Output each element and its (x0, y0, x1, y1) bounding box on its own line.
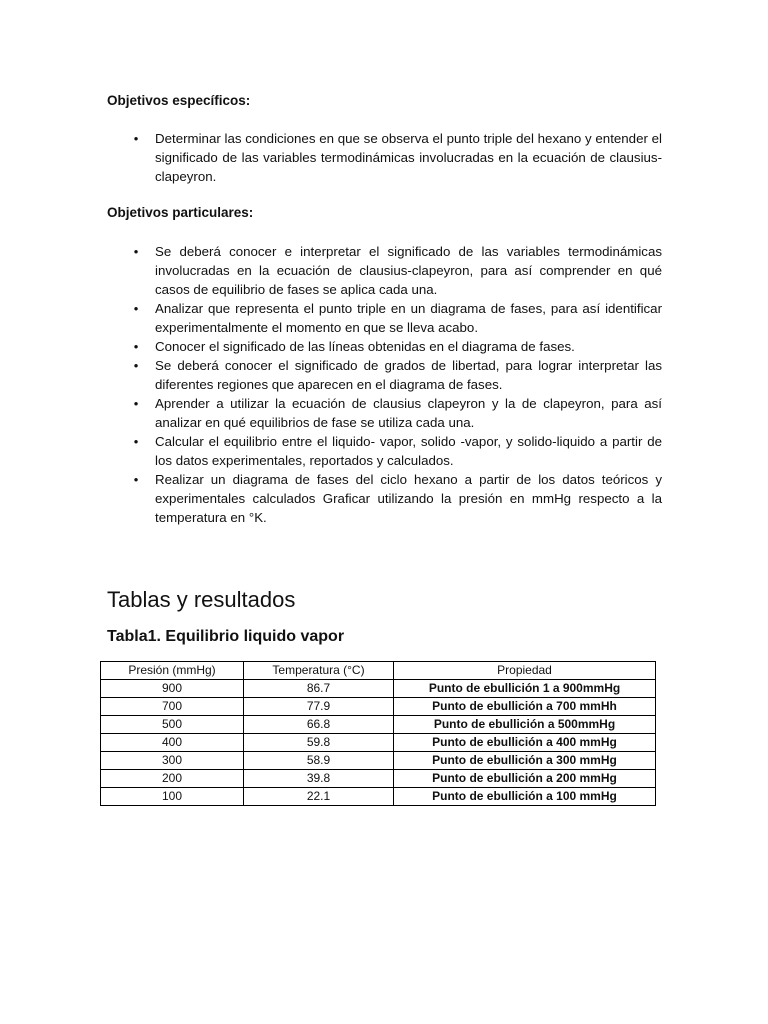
header-presion: Presión (mmHg) (101, 662, 244, 680)
header-propiedad: Propiedad (394, 662, 656, 680)
bullet-icon: • (133, 358, 139, 373)
table-row (101, 680, 656, 698)
cell-propiedad: Punto de ebullición a 100 mmHg (394, 788, 656, 806)
list-item (130, 470, 662, 527)
bullet-icon: • (133, 339, 139, 354)
cell-presion: 200 (101, 770, 244, 788)
list-item (130, 356, 662, 394)
bullet-icon: • (133, 434, 139, 449)
list-item-text: Analizar que representa el punto triple en un diagrama de fases, para así identificar experimentalmente el momento en que se lleva acabo. (155, 301, 662, 335)
list-item (130, 394, 662, 432)
cell-propiedad: Punto de ebullición a 400 mmHg (394, 734, 656, 752)
list-item-text: Determinar las condiciones en que se observa el punto triple del hexano y entender el significado de las variables termodinámicas involucradas en la ecuación de clausius-clapeyron. (155, 131, 662, 184)
section-title: Tablas y resultados (107, 587, 296, 612)
list-item-text: Se deberá conocer e interpretar el significado de las variables termodinámicas involucradas en la ecuación de clausius-clapeyron, para así comprender en qué casos de equilibrio de fases se aplica cada una. (155, 244, 662, 297)
objetivos-especificos-heading: Objetivos específicos: (107, 93, 251, 108)
cell-temperatura: 22.1 (244, 788, 394, 806)
table-row (101, 716, 656, 734)
list-item (130, 242, 662, 299)
cell-propiedad: Punto de ebullición a 500mmHg (394, 716, 656, 734)
list-item-text: Aprender a utilizar la ecuación de clausius clapeyron y la de clapeyron, para así analizar en qué equilibrios de fase se utiliza cada una. (155, 396, 662, 430)
cell-presion: 700 (101, 698, 244, 716)
list-item-text: Calcular el equilibrio entre el liquido- vapor, solido -vapor, y solido-liquido a partir de los datos experimentales, reportados y calculados. (155, 434, 662, 468)
table-row (101, 734, 656, 752)
table-row (101, 752, 656, 770)
list-item-text: Se deberá conocer el significado de grados de libertad, para lograr interpretar las diferentes regiones que aparecen en el diagrama de fases. (155, 358, 662, 392)
bullet-icon: • (133, 396, 139, 411)
list-item (130, 432, 662, 470)
cell-temperatura: 59.8 (244, 734, 394, 752)
table-row (101, 698, 656, 716)
bullet-icon: • (133, 131, 139, 146)
cell-presion: 900 (101, 680, 244, 698)
cell-propiedad: Punto de ebullición a 200 mmHg (394, 770, 656, 788)
cell-presion: 300 (101, 752, 244, 770)
bullet-icon: • (133, 244, 139, 259)
list-item (130, 299, 662, 337)
cell-propiedad: Punto de ebullición 1 a 900mmHg (394, 680, 656, 698)
objetivos-especificos-list (130, 129, 662, 186)
header-temperatura: Temperatura (°C) (244, 662, 394, 680)
cell-temperatura: 66.8 (244, 716, 394, 734)
list-item-text: Conocer el significado de las líneas obtenidas en el diagrama de fases. (155, 339, 575, 354)
list-item (130, 129, 662, 186)
cell-temperatura: 58.9 (244, 752, 394, 770)
cell-propiedad: Punto de ebullición a 300 mmHg (394, 752, 656, 770)
table-row (101, 770, 656, 788)
bullet-icon: • (133, 472, 139, 487)
cell-presion: 400 (101, 734, 244, 752)
objetivos-particulares-heading: Objetivos particulares: (107, 205, 254, 220)
table-header-row (101, 662, 656, 680)
list-item-text: Realizar un diagrama de fases del ciclo hexano a partir de los datos teóricos y experimentales calculados Graficar utilizando la presión en mmHg respecto a la temperatura en °K. (155, 472, 662, 525)
cell-temperatura: 86.7 (244, 680, 394, 698)
table-row (101, 788, 656, 806)
list-item (130, 337, 662, 356)
cell-temperatura: 77.9 (244, 698, 394, 716)
cell-propiedad: Punto de ebullición a 700 mmHh (394, 698, 656, 716)
table-title: Tabla1. Equilibrio liquido vapor (107, 628, 345, 645)
cell-presion: 500 (101, 716, 244, 734)
cell-temperatura: 39.8 (244, 770, 394, 788)
objetivos-particulares-list (130, 242, 662, 527)
cell-presion: 100 (101, 788, 244, 806)
equilibrium-table (100, 661, 656, 806)
bullet-icon: • (133, 301, 139, 316)
